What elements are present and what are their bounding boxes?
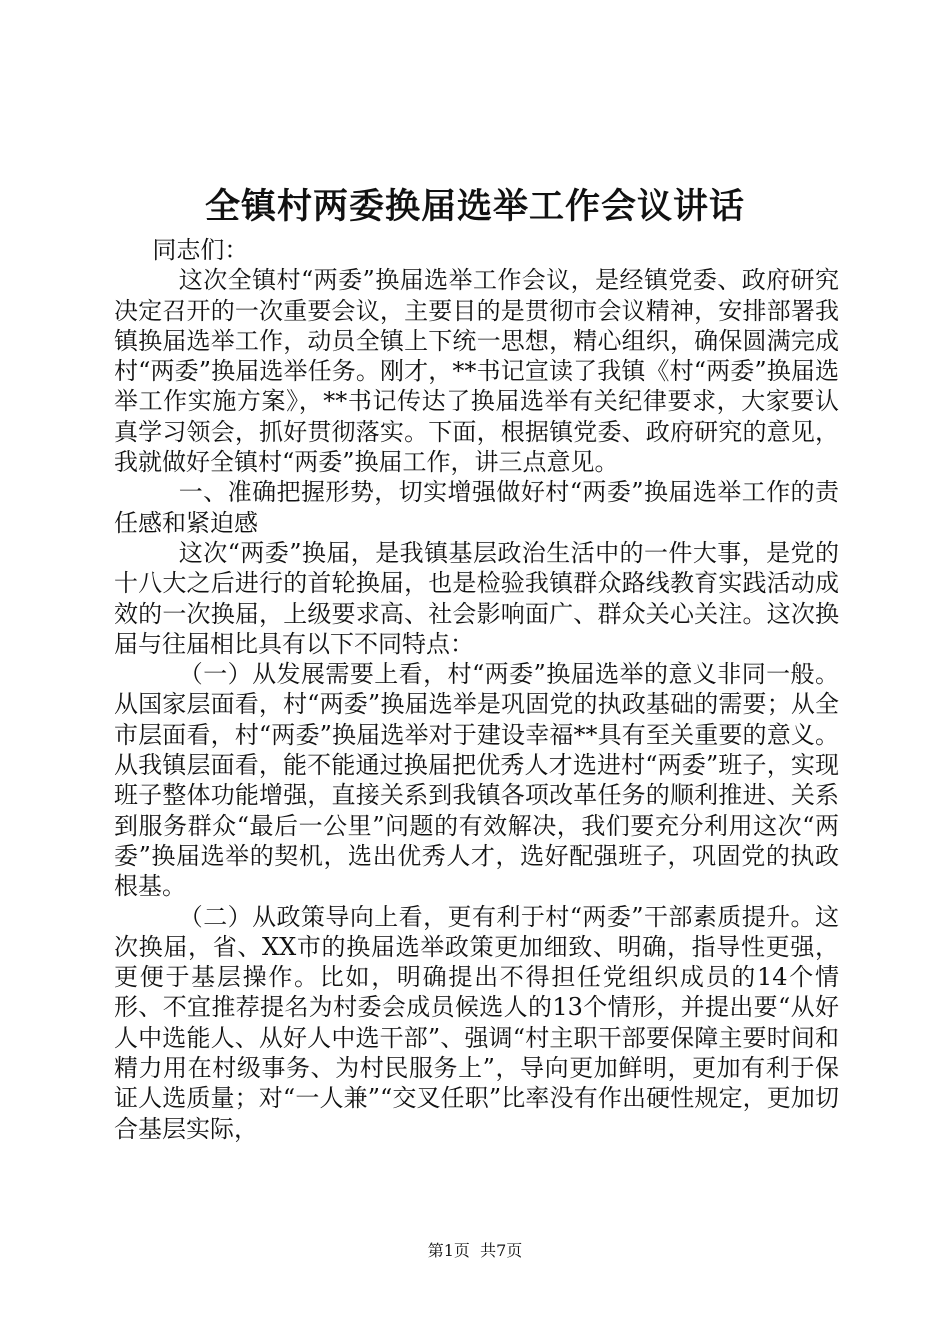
paragraph-characteristics: 这次“两委”换届，是我镇基层政治生活中的一件大事，是党的十八大之后进行的首轮换届，也是检验我镇群众路线教育实践活动成效的一次换届，上级要求高、社会影响面广、群众关心关注。这次换届与往届相比具有以下不同特点： <box>114 538 839 658</box>
paragraph-point-2: （二）从政策导向上看，更有利于村“两委”干部素质提升。这次换届，省、XX市的换届选举政策更加细致、明确，指导性更强，更便于基层操作。比如，明确提出不得担任党组织成员的14个情形、不宜推荐提名为村委会成员候选人的13个情形，并提出要“从好人中选能人、从好人中选干部”、强调“村主职干部要保障主要时间和精力用在村级事务、为村民服务上”，导向更加鲜明，更加有利于保证人选质量；对“一人兼”“交叉任职”比率没有作出硬性规定，更加切合基层实际， <box>114 902 839 1143</box>
section-heading-1: 一、准确把握形势，切实增强做好村“两委”换届选举工作的责任感和紧迫感 <box>114 478 839 537</box>
paragraph-intro: 这次全镇村“两委”换届选举工作会议，是经镇党委、政府研究决定召开的一次重要会议，主要目的是贯彻市会议精神，安排部署我镇换届选举工作，动员全镇上下统一思想，精心组织，确保圆满完成村“两委”换届选举任务。刚才，**书记宣读了我镇《村“两委”换届选举工作实施方案》，**书记传达了换届选举有关纪律要求，大家要认真学习领会，抓好贯彻落实。下面，根据镇党委、政府研究的意见，我就做好全镇村“两委”换届工作，讲三点意见。 <box>114 266 839 477</box>
page-total: 共7页 <box>480 1241 523 1260</box>
page-footer <box>0 1240 950 1262</box>
paragraph-point-1: （一）从发展需要上看，村“两委”换届选举的意义非同一般。从国家层面看，村“两委”换届选举是巩固党的执政基础的需要；从全市层面看，村“两委”换届选举对于建设幸福**具有至关重要的意义。从我镇层面看，能不能通过换届把优秀人才选进村“两委”班子，实现班子整体功能增强，直接关系到我镇各项改革任务的顺利推进、关系到服务群众“最后一公里”问题的有效解决，我们要充分利用这次“两委”换届选举的契机，选出优秀人才，选好配强班子，巩固党的执政根基。 <box>114 660 839 901</box>
greeting: 同志们： <box>152 236 249 264</box>
document-title: 全镇村两委换届选举工作会议讲话 <box>204 186 745 227</box>
document-body <box>114 235 839 1144</box>
page-number: 第1页 <box>427 1241 470 1260</box>
